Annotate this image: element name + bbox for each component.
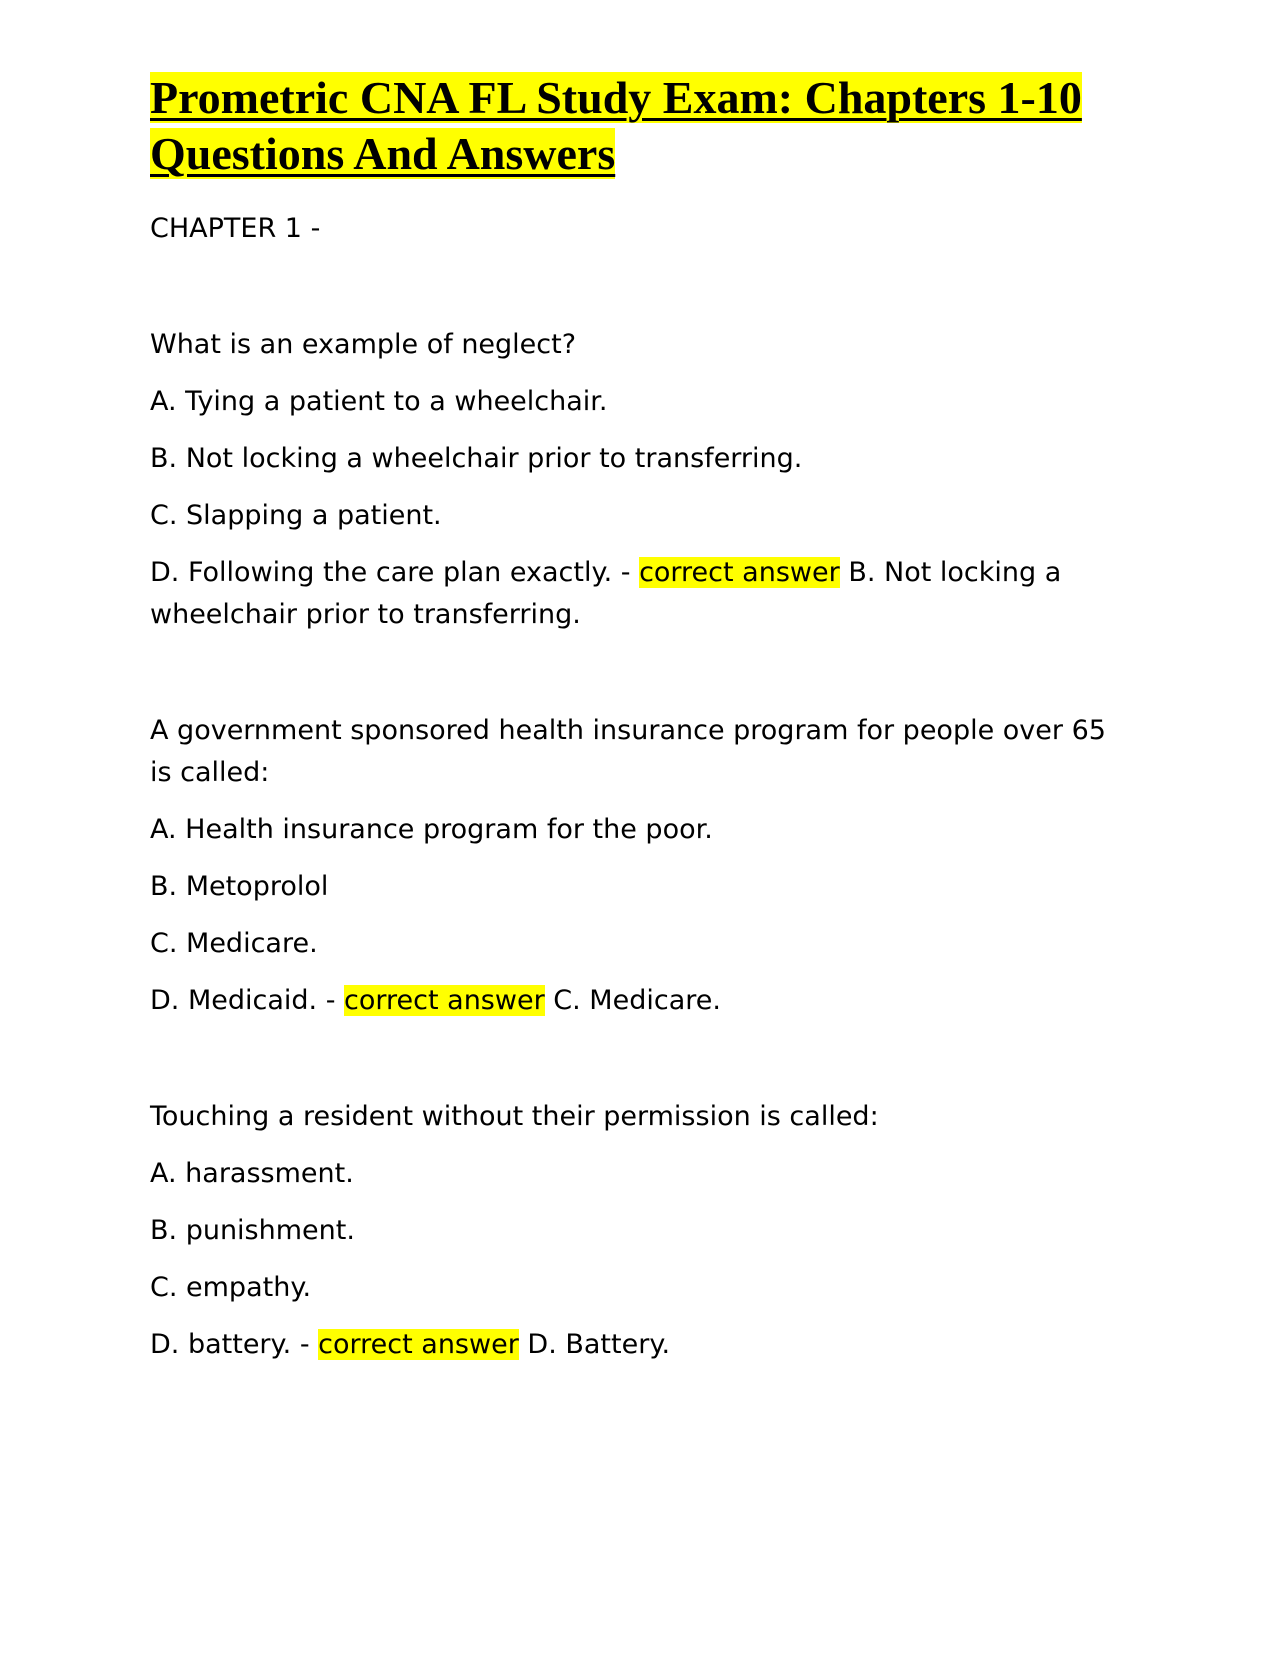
correct-answer-marker: correct answer [344,985,545,1016]
option-b: B. punishment. [150,1215,355,1246]
answer-text: B. Not locking a wheelchair prior to transferring. [150,557,1062,630]
option-d: D. Following the care plan exactly. - [150,557,640,588]
option-b: B. Metoprolol [150,871,329,902]
option-d: D. Medicaid. - [150,985,345,1016]
option-c: C. empathy. [150,1272,312,1303]
title-highlight: Prometric CNA FL Study Exam: Chapters 1-10 Questions And Answers [150,72,1082,179]
option-c: C. Medicare. [150,928,318,959]
question-text: What is an example of neglect? [150,329,577,360]
option-d-with-answer [150,552,1110,636]
option-c: C. Slapping a patient. [150,500,442,531]
question-text: A government sponsored health insurance program for people over 65 is called: [150,715,1106,788]
document-page [150,70,1110,1366]
question-text: Touching a resident without their permission is called: [150,1101,879,1132]
question-block [150,324,1110,636]
chapter-heading: CHAPTER 1 - [150,213,321,244]
option-a: A. harassment. [150,1158,354,1189]
answer-text: D. Battery. [527,1329,671,1360]
option-a: A. Tying a patient to a wheelchair. [150,386,608,417]
document-title [150,70,1110,182]
question-block [150,1096,1110,1366]
correct-answer-marker: correct answer [318,1329,519,1360]
option-a: A. Health insurance program for the poor. [150,814,713,845]
option-d-with-answer [150,1324,1110,1366]
question-block [150,710,1110,1022]
option-d-with-answer [150,980,1110,1022]
answer-text: C. Medicare. [553,985,721,1016]
option-d: D. battery. - [150,1329,319,1360]
option-b: B. Not locking a wheelchair prior to transferring. [150,443,803,474]
correct-answer-marker: correct answer [639,557,840,588]
